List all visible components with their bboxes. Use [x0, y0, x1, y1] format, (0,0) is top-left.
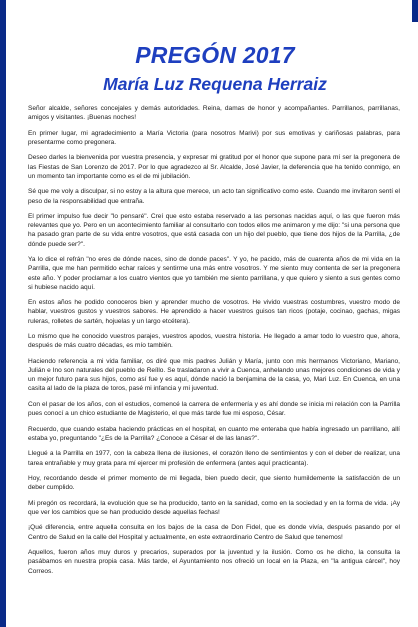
paragraph: Con el pasar de los años, con el estudios, comencé la carrera de enfermería y es ahí donde se inicia mi relación con la Parrilla pues conocí a un chico estudiante de Magisterio, el que más tarde fue mi esposo, César.: [28, 400, 400, 418]
paragraph: En primer lugar, mi agradecimiento a María Victoria (para nosotros Marivi) por sus emotivas y cariñosas palabras, para presentarme como pregonera.: [28, 129, 400, 146]
document-body: [28, 104, 400, 582]
paragraph: Haciendo referencia a mi vida familiar, os diré que mis padres Julián y María, junto con mis hermanos Victoriano, Mariano, Julián e Ino son naturales del pueblo de Reíllo. Se trasladaron a vivir a Cuenca, anhelando unas mejores condiciones de vida y un mejor futuro para sus hijos, como así fue y es aquí, dónde nació la benjamina de la casa, yo, Mari Luz. En Cuenca, en una casita al lado de la plaza de toros, pasé mi infancia y mi juventud.: [28, 357, 400, 393]
paragraph: Ya lo dice el refrán "no eres de dónde naces, sino de donde paces". Y yo, he pacido, más de cuarenta años de mi vida en la Parrilla, que me han permitido echar raíces y sentirme una más entre vosotros. Y me siento muy contenta de ser la pregonera este año. Y poder proclamar a los cuatro vientos que yo también me siento parrillana, y que quiero y siento a sus gentes como si hubiese nacido aquí.: [28, 256, 400, 291]
paragraph: Aquellos, fueron años muy duros y precarios, superados por la juventud y la ilusión. Como os he dicho, la consulta la pasábamos en nuestra propia casa. Más tarde, el Ayuntamiento nos ofreció un local en la Plaza, en "la antigua cárcel", hoy Correos.: [28, 549, 400, 575]
paragraph: En estos años he podido conoceros bien y aprender mucho de vosotros. He vivido vuestras costumbres, vuestro modo de hablar, vuestros gustos y vuestros sabores. He aprendido a hacer vuestros guisos tan ricos (potaje, cocinao, gachas, migas ruleras, rolletes de sartén, hojuelas y un largo etcétera).: [28, 299, 400, 325]
paragraph: Lo mismo que he conocido vuestros parajes, vuestros apodos, vuestra historia. He llegado a amar todo lo vuestro que, ahora, después de más cuatro décadas, es mío también.: [28, 333, 400, 350]
paragraph: Recuerdo, que cuando estaba haciendo prácticas en el hospital, en cuanto me enteraba que había ingresado un parrillano, allí estaba yo, preguntando "¿Es de la Parrilla? ¿Conoce a César el de las lanas?".: [28, 425, 400, 442]
paragraph: Señor alcalde, señores concejales y demás autoridades. Reina, damas de honor y acompañantes. Parrillanos, parrillanas, amigos y visitantes. ¡Buenas noches!: [28, 105, 400, 122]
paragraph: Mi pregón os recordará, la evolución que se ha producido, tanto en la sanidad, como en la sociedad y en la forma de vida. ¡Ay que ver los cambios que se han producido desde aquellas fechas!: [28, 499, 400, 516]
author-name: María Luz Requena Herraiz: [103, 74, 327, 94]
document-title: PREGÓN 2017: [135, 42, 295, 68]
paragraph: Deseo darles la bienvenida por vuestra presencia, y expresar mi gratitud por el honor que supone para mí ser la pregonera de las Fiestas de San Lorenzo de 2017. Por lo que agradezco al Sr. Alcalde, José Javier, la deferencia que ha tenido conmigo, en un momento tan importante como es el de mi jubilación.: [28, 154, 400, 180]
paragraph: Hoy, recordando desde el primer momento de mi llegada, bien puedo decir, que siento humildemente la satisfacción de un deber cumplido.: [28, 475, 400, 492]
paragraph: El primer impulso fue decir "lo pensaré". Creí que esto estaba reservado a las personas nacidas aquí, o las que fueron más relevantes que yo. Pero en un acontecimiento familiar al consultarlo con todos ellos me animaron y me dijo: "si una persona que ha pasado gran parte de su vida entre vosotros, que está casada con un hijo del pueblo, que tiene dos hijos de la Parrilla, ¿de dónde puede ser?".: [28, 213, 400, 248]
paragraph: Llegué a la Parrilla en 1977, con la cabeza llena de ilusiones, el corazón lleno de sentimientos y con el deber de realizar, una tarea entrañable y muy grata para mí ejercer mi profesión de enfermera (antes aquí practicanta).: [28, 450, 400, 467]
corner-decoration: [412, 0, 418, 22]
paragraph: Sé que me voly a disculpar, si no estoy a la altura que merece, un acto tan significativo como este. Cuando me invitaron sentí el peso de la responsabilidad que entraña.: [28, 188, 400, 205]
paragraph: ¡Qué diferencia, entre aquella consulta en los bajos de la casa de Don Fidel, que es donde vivía, después pasando por el Centro de Salud en la calle del Hospital y actualmente, en este extraordinario Centro de Salud que tenemos!: [28, 524, 400, 541]
